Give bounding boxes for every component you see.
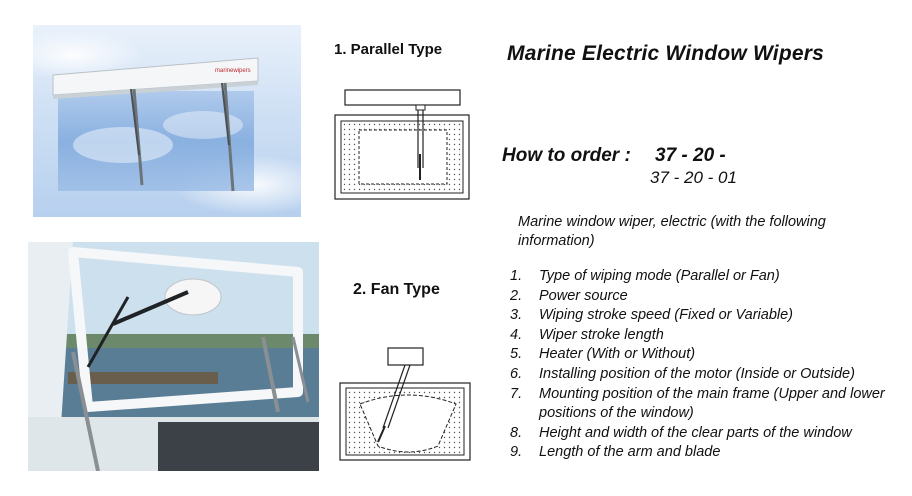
list-item-number: 6. [510, 365, 523, 382]
list-item [510, 443, 905, 463]
parallel-type-diagram [333, 88, 473, 203]
list-item-number: 2. [510, 287, 523, 304]
list-item [510, 365, 905, 385]
order-code-2: 37 - 20 - 01 [650, 168, 737, 187]
order-code-1: 37 - 20 - [655, 145, 726, 166]
list-item-text: Heater (With or Without) [539, 346, 696, 363]
page-title: Marine Electric Window Wipers [507, 42, 824, 65]
list-item-number: 9. [510, 444, 523, 461]
order-info-list [510, 267, 905, 463]
parallel-wiper-illustration [33, 25, 301, 217]
list-item [510, 306, 905, 326]
list-item [510, 424, 905, 444]
list-item-text: Mounting position of the main frame (Upper and lower positions of the window) [539, 385, 885, 422]
list-item-number: 3. [510, 307, 523, 324]
list-item-text: Wiping stroke speed (Fixed or Variable) [539, 307, 793, 324]
list-item-text: Height and width of the clear parts of the window [539, 424, 852, 441]
parallel-type-heading: 1. Parallel Type [334, 41, 443, 58]
list-item-text: Power source [539, 287, 628, 304]
fan-type-heading: 2. Fan Type [353, 281, 440, 298]
fan-type-diagram [338, 346, 474, 464]
brand-logo: marinewipers [215, 68, 251, 74]
how-to-order-label: How to order : [502, 145, 631, 166]
list-item-number: 8. [510, 424, 523, 441]
fan-wiper-illustration [28, 242, 319, 471]
parallel-wiper-photo [33, 25, 301, 217]
list-item [510, 267, 905, 287]
list-item [510, 287, 905, 307]
list-item [510, 385, 905, 424]
list-item-text: Installing position of the motor (Inside or Outside) [539, 365, 855, 382]
list-item-number: 4. [510, 326, 523, 343]
fan-wiper-photo [28, 242, 319, 471]
list-item-number: 7. [510, 385, 523, 402]
product-description: Marine window wiper, electric (with the following information) [518, 214, 826, 249]
list-item [510, 345, 905, 365]
list-item-number: 1. [510, 268, 523, 284]
list-item-text: Length of the arm and blade [539, 444, 721, 461]
list-item-text: Wiper stroke length [539, 326, 664, 343]
list-item-text: Type of wiping mode (Parallel or Fan) [539, 268, 780, 284]
list-item-number: 5. [510, 346, 523, 363]
list-item [510, 326, 905, 346]
